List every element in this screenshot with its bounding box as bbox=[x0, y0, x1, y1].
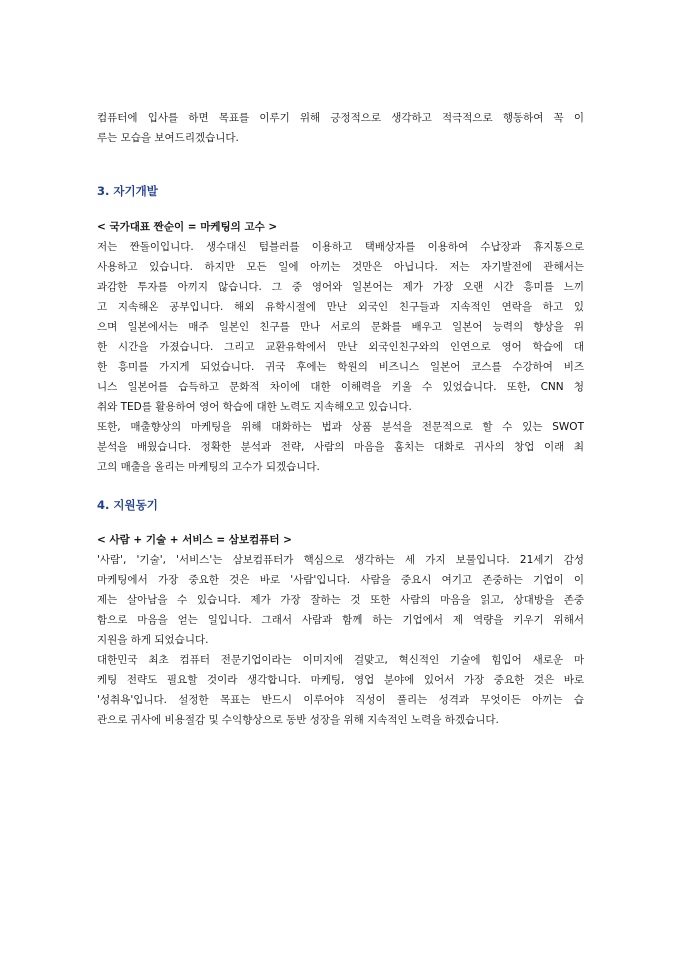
intro-paragraph bbox=[97, 108, 584, 148]
text-line: 또한, 매출향상의 마케팅을 위해 대화하는 법과 상품 분석을 전문적으로 할 수 있는 SWOT bbox=[97, 421, 584, 433]
text-line: 루는 모습을 보여드리겠습니다. bbox=[97, 132, 239, 144]
text-line: 과감한 투자를 아끼지 않습니다. 그 중 영어와 일본어는 제가 가장 오랜 시간 흥미를 느끼 bbox=[97, 281, 584, 293]
section-3-body bbox=[97, 217, 584, 477]
text-line: '사람', '기술', '서비스'는 삼보컴퓨터가 핵심으로 생각하는 세 가지 보물입니다. 21세기 감성 bbox=[97, 554, 584, 566]
section-3-subheading: < 국가대표 짠순이 = 마케팅의 고수 > bbox=[97, 221, 278, 233]
section-4-body bbox=[97, 530, 584, 730]
text-line: 고 지속해온 공부입니다. 해외 유학시절에 만난 외국인 친구들과 지속적인 연락을 하고 있 bbox=[97, 301, 584, 313]
text-line: 한 흥미를 가지게 되었습니다. 귀국 후에는 학원의 비즈니스 일본어 코스를 수강하여 비즈 bbox=[97, 361, 584, 373]
text-line: 지원을 하게 되었습니다. bbox=[97, 634, 209, 646]
text-line: 저는 짠돌이입니다. 생수대신 텀블러를 이용하고 택배상자를 이용하여 수납장과 휴지통으로 bbox=[97, 241, 584, 253]
text-line: 마케팅에서 가장 중요한 것은 바로 '사람'입니다. 사람을 중요시 여기고 존중하는 기업이 이 bbox=[97, 574, 584, 586]
text-line: 관으로 귀사에 비용절감 및 수익향상으로 동반 성장을 위해 지속적인 노력을 하겠습니다. bbox=[97, 714, 499, 726]
section-4-heading: 4. 지원동기 bbox=[97, 498, 158, 512]
section-4-subheading: < 사람 + 기술 + 서비스 = 삼보컴퓨터 > bbox=[97, 534, 292, 546]
text-line: 한 시간을 가졌습니다. 그리고 교환유학에서 만난 외국인친구와의 인연으로 영어 학습에 대 bbox=[97, 341, 584, 353]
text-line: 취와 TED를 활용하여 영어 학습에 대한 노력도 지속해오고 있습니다. bbox=[97, 401, 412, 413]
text-line: 고의 매출을 올리는 마케팅의 고수가 되겠습니다. bbox=[97, 461, 320, 473]
text-line: 니스 일본어를 습득하고 문화적 차이에 대한 이해력을 키울 수 있었습니다. 또한, CNN 청 bbox=[97, 381, 584, 393]
text-line: 분석을 배웠습니다. 정확한 분석과 전략, 사람의 마음을 훔치는 대화로 귀사의 창업 이래 최 bbox=[97, 441, 584, 453]
text-line: 으며 일본에서는 매주 일본인 친구를 만나 서로의 문화를 배우고 일본어 능력의 향상을 위 bbox=[97, 321, 584, 333]
text-line: 대한민국 최초 컴퓨터 전문기업이라는 이미지에 걸맞고, 혁신적인 기술에 힘입어 새로운 마 bbox=[97, 654, 584, 666]
text-line: 컴퓨터에 입사를 하면 목표를 이루기 위해 긍정적으로 생각하고 적극적으로 행동하여 꼭 이 bbox=[97, 112, 584, 124]
text-line: '성취욕'입니다. 설정한 목표는 반드시 이루어야 직성이 풀리는 성격과 무엇이든 아끼는 습 bbox=[97, 694, 584, 706]
section-3-heading: 3. 자기개발 bbox=[97, 184, 158, 198]
text-line: 제는 살아남을 수 있습니다. 제가 가장 잘하는 것 또한 사람의 마음을 읽고, 상대방을 존중 bbox=[97, 594, 584, 606]
text-line: 케팅 전략도 필요할 것이라 생각합니다. 마케팅, 영업 분야에 있어서 가장 중요한 것은 바로 bbox=[97, 674, 584, 686]
text-line: 함으로 마음을 얻는 일입니다. 그래서 사람과 함께 하는 기업에서 제 역량을 키우기 위해서 bbox=[97, 614, 584, 626]
text-line: 사용하고 있습니다. 하지만 모든 일에 아끼는 것만은 아닙니다. 저는 자기발전에 관해서는 bbox=[97, 261, 584, 273]
